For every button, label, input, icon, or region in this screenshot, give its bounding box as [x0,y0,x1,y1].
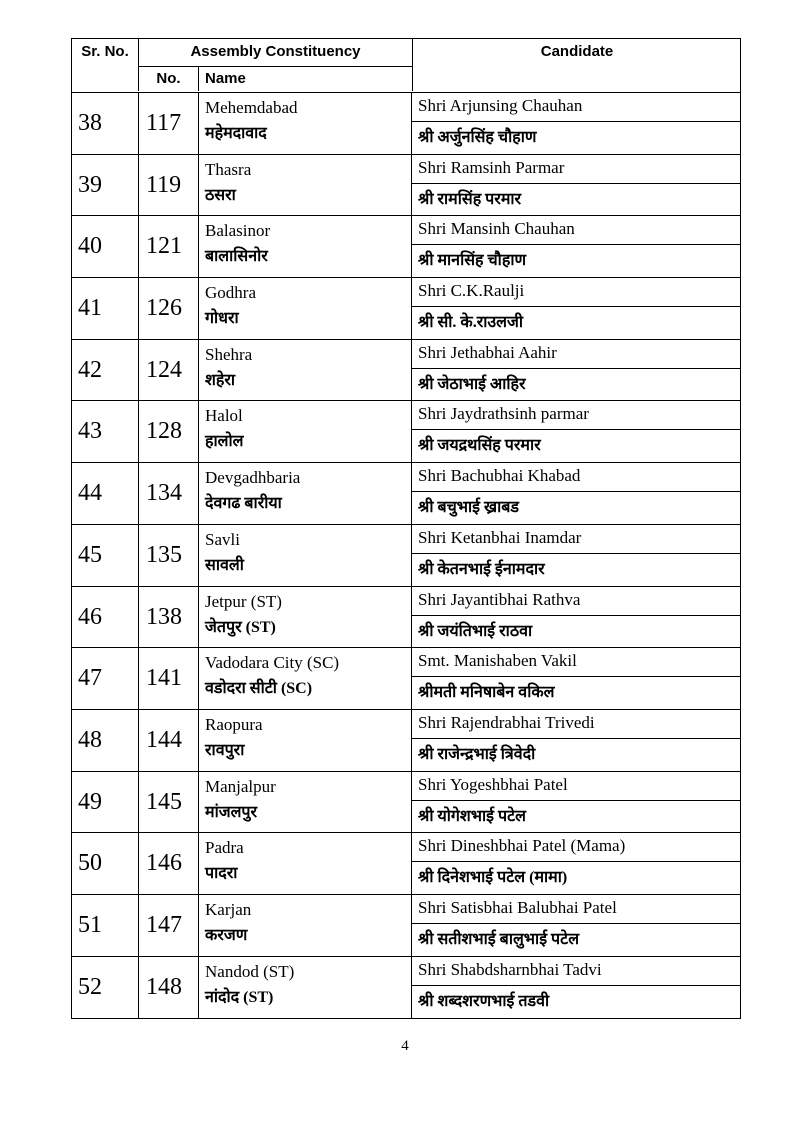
candidate-cell [412,525,741,586]
candidate-name-hindi: श्री केतनभाई ईनामदार [418,560,545,578]
constituency-name-english: Padra [205,838,244,858]
header-sr-no: Sr. No. [72,39,139,91]
constituency-name-cell [199,93,412,154]
candidate-name-hindi: श्री राजेन्द्रभाई त्रिवेदी [418,745,536,763]
constituency-name-hindi: हालोल [205,433,244,451]
table-row [72,278,740,340]
constituency-name-english: Balasinor [205,221,271,241]
candidate-cell [412,833,741,894]
constituency-name-hindi: महेमदावाद [205,125,267,142]
sr-no-cell: 39 [72,155,139,216]
constituency-no-cell: 124 [139,340,199,401]
sr-no-cell: 44 [72,463,139,524]
constituency-name-cell [199,710,412,771]
constituency-name-cell [199,772,412,833]
constituency-name-english: Jetpur (ST) [205,591,282,611]
candidate-name-english: Shri Arjunsing Chauhan [412,93,741,122]
constituency-no-cell: 128 [139,401,199,462]
sr-no-cell: 49 [72,772,139,833]
candidate-cell [412,463,741,524]
constituency-name-hindi: वडोदरा सीटी (SC) [205,680,313,698]
candidate-name-hindi: श्री सतीशभाई बालुभाई पटेल [418,930,580,948]
constituency-name-cell [199,340,412,401]
constituency-name-english: Halol [205,406,243,426]
candidate-name-hindi: श्री रामसिंह परमार [418,190,522,208]
candidate-cell [412,155,741,216]
sr-no-cell: 51 [72,895,139,956]
header-assembly-constituency: Assembly Constituency [139,39,412,67]
constituency-name-english: Thasra [205,159,252,179]
constituency-name-cell [199,463,412,524]
constituency-no-cell: 126 [139,278,199,339]
candidate-name-english: Shri Rajendrabhai Trivedi [412,710,741,739]
constituency-name-cell [199,587,412,648]
table-row [72,957,740,1019]
candidate-name-english: Shri Jayantibhai Rathva [412,587,741,616]
candidate-name-english: Shri Ramsinh Parmar [412,155,741,184]
table-body [72,93,740,1018]
header-name: Name [205,70,246,87]
candidate-name-hindi: श्री योगेशभाई पटेल [418,807,527,825]
constituency-name-hindi: ठसरा [205,186,236,204]
constituency-name-english: Raopura [205,714,263,734]
constituency-name-english: Karjan [205,899,252,919]
constituency-name-english: Nandod (ST) [205,961,295,981]
table-header [72,39,740,93]
sr-no-cell: 43 [72,401,139,462]
constituency-name-hindi: नांदोद (ST) [205,988,274,1006]
candidate-cell [412,772,741,833]
constituency-name-english: Shehra [205,344,253,364]
constituency-name-cell [199,278,412,339]
candidate-name-hindi: श्री जयद्रथसिंह परमार [418,437,541,455]
candidate-name-english: Shri C.K.Raulji [412,278,741,307]
candidate-name-english: Shri Mansinh Chauhan [412,216,741,245]
constituency-name-english: Vadodara City (SC) [205,653,340,673]
candidate-name-english: Shri Shabdsharnbhai Tadvi [412,957,741,986]
candidate-name-hindi: श्री सी. के.राउलजी [418,314,524,332]
constituency-name-cell [199,155,412,216]
constituency-name-hindi: शहेरा [205,371,236,389]
constituency-name-hindi: पादरा [205,865,238,883]
constituency-no-cell: 148 [139,957,199,1019]
constituency-no-cell: 134 [139,463,199,524]
constituency-name-cell [199,895,412,956]
candidate-name-english: Shri Jaydrathsinh parmar [412,401,741,430]
constituency-no-cell: 147 [139,895,199,956]
sr-no-cell: 41 [72,278,139,339]
candidate-name-hindi: श्री बचुभाई ख्राबड [418,499,519,517]
constituency-name-english: Manjalpur [205,776,276,796]
candidate-name-english: Smt. Manishaben Vakil [412,648,741,677]
candidate-name-english: Shri Bachubhai Khabad [412,463,741,492]
constituency-name-english: Savli [205,529,240,549]
constituency-no-cell: 146 [139,833,199,894]
page-number: 4 [401,1038,409,1054]
candidate-cell [412,895,741,956]
constituency-name-hindi: बालासिनोर [205,248,268,266]
candidate-name-hindi: श्रीमती मनिषाबेन वकिल [418,684,555,702]
constituency-no-cell: 121 [139,216,199,277]
table-row [72,648,740,710]
constituency-name-cell [199,648,412,709]
candidate-cell [412,93,741,154]
table-row [72,587,740,649]
header-no: No. [139,67,199,91]
sr-no-cell: 52 [72,957,139,1019]
sr-no-cell: 48 [72,710,139,771]
constituency-name-hindi: जेतपुर (ST) [205,618,276,636]
table-row [72,833,740,895]
constituency-no-cell: 119 [139,155,199,216]
sr-no-cell: 45 [72,525,139,586]
candidate-name-english: Shri Satisbhai Balubhai Patel [412,895,741,924]
constituency-name-english: Godhra [205,283,256,303]
constituency-name-hindi: करजण [205,926,248,944]
candidate-cell [412,710,741,771]
constituency-no-cell: 144 [139,710,199,771]
sr-no-cell: 40 [72,216,139,277]
candidate-cell [412,216,741,277]
constituency-name-hindi: रावपुरा [205,741,245,759]
sr-no-cell: 50 [72,833,139,894]
table-row [72,155,740,217]
sr-no-cell: 47 [72,648,139,709]
candidate-name-hindi: श्री शब्दशरणभाई तडवी [418,992,550,1010]
candidate-cell [412,957,741,1019]
candidate-name-hindi: श्री जेठाभाई आहिर [418,375,526,393]
candidate-name-english: Shri Ketanbhai Inamdar [412,525,741,554]
constituency-name-english: Devgadhbaria [205,468,301,488]
candidate-name-hindi: श्री मानसिंह चौहाण [418,252,527,270]
table-row [72,525,740,587]
candidate-cell [412,587,741,648]
sr-no-cell: 42 [72,340,139,401]
table-row [72,93,740,155]
constituency-name-hindi: गोधरा [205,310,239,328]
constituency-name-cell [199,401,412,462]
constituency-name-hindi: सावली [205,556,244,574]
candidate-name-hindi: श्री दिनेशभाई पटेल (मामा) [418,869,568,887]
candidate-cell [412,401,741,462]
candidate-cell [412,340,741,401]
constituency-name-hindi: देवगढ बारीया [205,495,282,513]
candidate-cell [412,648,741,709]
constituency-no-cell: 117 [139,93,199,154]
constituency-name-cell [199,525,412,586]
constituency-name-cell [199,957,412,1019]
table-row [72,463,740,525]
sr-no-cell: 38 [72,93,139,154]
table-row [72,401,740,463]
table-row [72,216,740,278]
constituency-no-cell: 135 [139,525,199,586]
constituency-name-cell [199,216,412,277]
candidate-cell [412,278,741,339]
constituency-name-english: Mehemdabad [205,98,298,117]
candidate-name-hindi: श्री अर्जुनसिंह चौहाण [418,129,537,146]
table-row [72,772,740,834]
candidate-name-english: Shri Jethabhai Aahir [412,340,741,369]
table-row [72,340,740,402]
constituency-no-cell: 141 [139,648,199,709]
constituency-no-cell: 145 [139,772,199,833]
candidate-name-english: Shri Yogeshbhai Patel [412,772,741,801]
candidate-name-english: Shri Dineshbhai Patel (Mama) [412,833,741,862]
table-row [72,895,740,957]
candidate-name-hindi: श्री जयंतिभाई राठवा [418,622,533,640]
candidate-table [71,38,741,1019]
sr-no-cell: 46 [72,587,139,648]
constituency-no-cell: 138 [139,587,199,648]
table-row [72,710,740,772]
constituency-name-cell [199,833,412,894]
header-candidate: Candidate [412,39,741,91]
constituency-name-hindi: मांजलपुर [205,803,258,821]
